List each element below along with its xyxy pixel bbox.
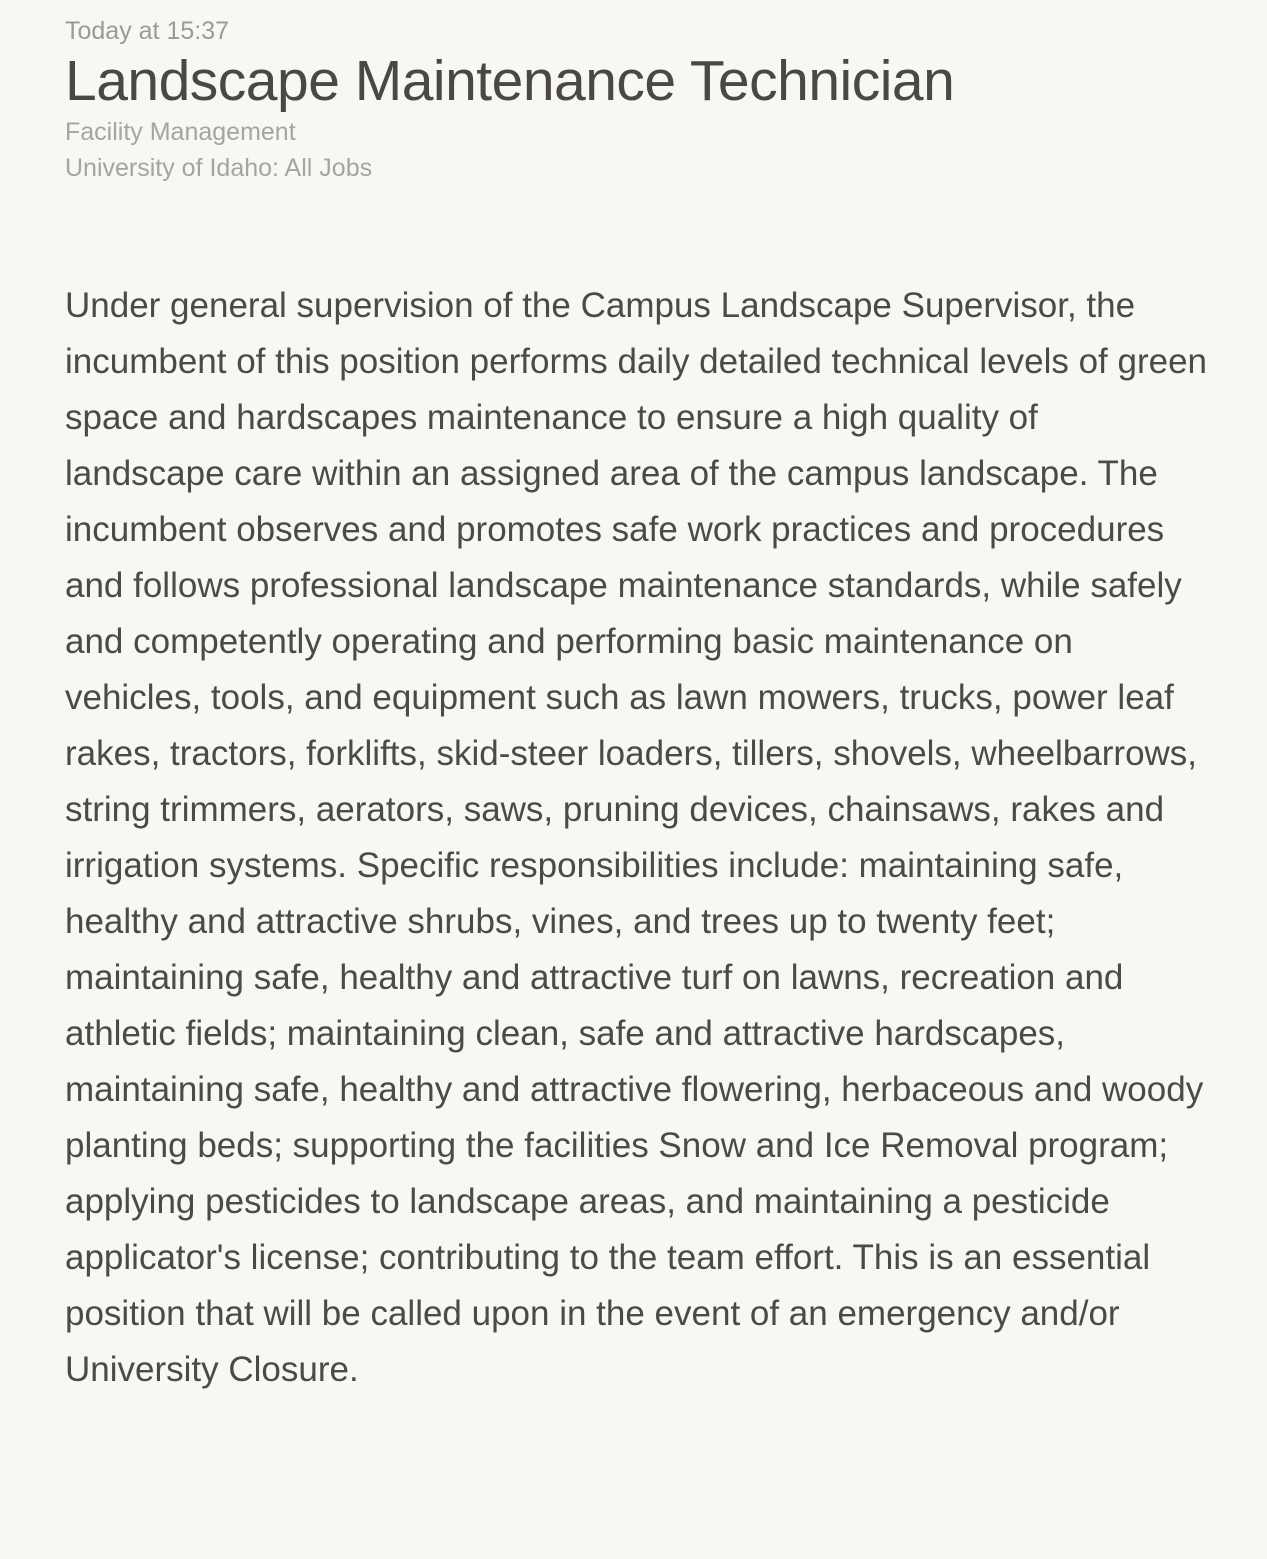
article-title: Landscape Maintenance Technician	[65, 49, 955, 113]
article-source[interactable]: University of Idaho: All Jobs	[65, 154, 373, 182]
article-timestamp: Today at 15:37	[65, 17, 230, 45]
article-body: Under general supervision of the Campus Landscape Supervisor, the incumbent of this position performs daily detailed technical levels of green space and hardscapes maintenance to ensure a high quality of landscape care within an assigned area of the campus landscape. The incumbent observes and promotes safe work practices and procedures and follows professional landscape maintenance standards, while safely and competently operating and performing basic maintenance on vehicles, tools, and equipment such as lawn mowers, trucks, power leaf rakes, tractors, forklifts, skid-steer loaders, tillers, shovels, wheelbarrows, string trimmers, aerators, saws, pruning devices, chainsaws, rakes and irrigation systems. Specific responsibilities include: maintaining safe, healthy and attractive shrubs, vines, and trees up to twenty feet; maintaining safe, healthy and attractive turf on lawns, recreation and athletic fields; maintaining clean, safe and attractive hardscapes, maintaining safe, healthy and attractive flowering, herbaceous and woody planting beds; supporting the facilities Snow and Ice Removal program; applying pesticides to landscape areas, and maintaining a pesticide applicator's license; contributing to the team effort. This is an essential position that will be called upon in the event of an emergency and/or University Closure.	[65, 286, 1208, 1389]
article-department: Facility Management	[65, 118, 296, 146]
